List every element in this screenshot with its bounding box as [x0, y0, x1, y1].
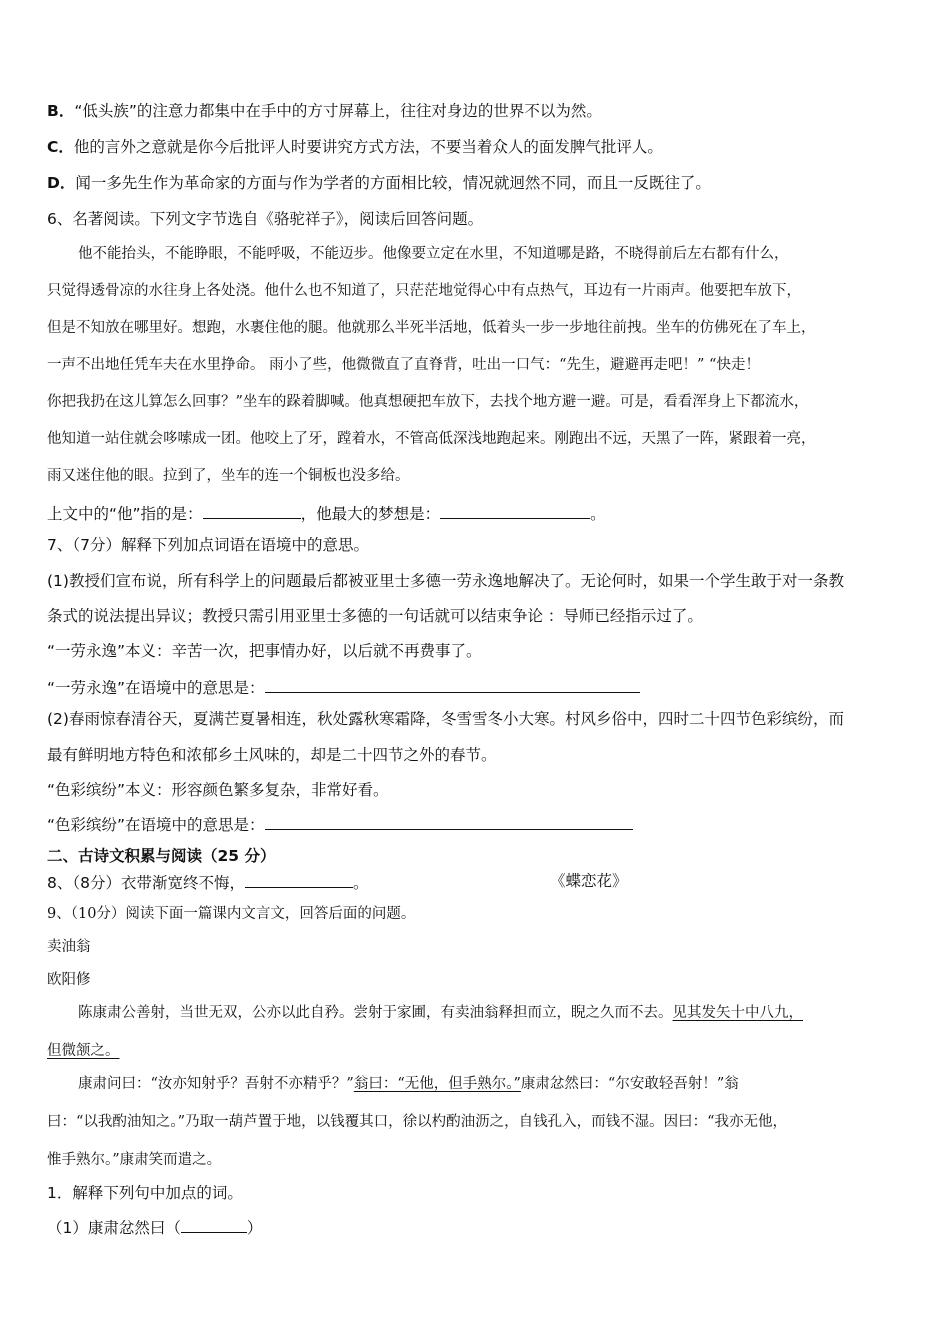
- q9-sub1-heading: 1．解释下列句中加点的词。: [47, 1184, 243, 1202]
- q7-p1-line: 条式的说法提出异议；教授只需引用亚里士多德的一句话就可以结束争论 ：导师已经指示过了。: [47, 607, 703, 625]
- option-text: 闻一多先生作为革命家的方面与作为学者的方面相比较，情况就迥然不同，而且一反既往了。: [75, 174, 711, 192]
- q6-passage-line: 你把我扔在这儿算怎么回事？”坐车的跺着脚喊。他真想硬把车放下，去找个地方避一避。可是，看看浑身上下都流水，: [47, 394, 809, 410]
- q6-question: [47, 502, 606, 524]
- option-text: 他的言外之意就是你今后批评人时要讲究方式方法，不要当着众人的面发脾气批评人。: [73, 138, 663, 156]
- q7-p2-context-label: “色彩缤纷”在语境中的意思是：: [47, 816, 265, 834]
- q6-passage-line: 只觉得透骨凉的水往身上各处浇。他什么也不知道了，只茫茫地觉得心中有点热气，耳边有一片雨声。他要把车放下，: [47, 283, 801, 299]
- q6-passage-line: 雨又迷住他的眼。拉到了，坐车的连一个铜板也没多给。: [47, 468, 410, 484]
- answer-blank[interactable]: [181, 1216, 247, 1233]
- q8-text: 8、（8分）衣带渐宽终不悔，: [47, 874, 245, 892]
- answer-blank[interactable]: [265, 676, 640, 693]
- q9-sub1-item-text: （1）康肃忿然曰（: [47, 1219, 181, 1237]
- option-label: B．: [47, 102, 75, 120]
- q5-option-b: [47, 101, 602, 121]
- q6-passage-line: 他不能抬头，不能睁眼，不能呼吸，不能迈步。他像要立定在水里，不知道哪是路，不晓得前后左右都有什么，: [78, 246, 789, 262]
- q7-heading: 7、（7分）解释下列加点词语在语境中的意思。: [47, 536, 369, 554]
- q9-para1-line: [47, 1041, 120, 1061]
- q6-passage-line: 一声不出地任凭车夫在水里挣命。 雨小了些，他微微直了直脊背，吐出一口气：“先生，避避再走吧！” “快走！: [47, 357, 760, 373]
- q7-p1-meaning: “一劳永逸”本义：辛苦一次，把事情办好，以后就不再费事了。: [47, 642, 482, 660]
- q6-question-text: 上文中的“他”指的是：: [47, 505, 203, 523]
- q7-p1-context: [47, 676, 640, 698]
- q7-p2-line: 最有鲜明地方特色和浓郁乡土风味的，却是二十四节之外的春节。: [47, 746, 497, 764]
- answer-blank[interactable]: [265, 813, 633, 830]
- q9-para1-text: 陈康肃公善射，当世无双，公亦以此自矜。尝射于家圃，有卖油翁释担而立，睨之久而不去。: [78, 1005, 673, 1021]
- q6-heading: 6、名著阅读。下列文字节选自《骆驼祥子》，阅读后回答问题。: [47, 210, 484, 228]
- q5-option-c: [47, 137, 663, 157]
- q5-option-d: [47, 173, 711, 193]
- answer-blank[interactable]: [245, 871, 353, 888]
- q9-para2-line: [78, 1074, 739, 1094]
- q7-p2-meaning: “色彩缤纷”本义：形容颜色繁多复杂，非常好看。: [47, 781, 389, 799]
- option-text: “低头族”的注意力都集中在手中的方寸屏幕上，往往对身边的世界不以为然。: [74, 102, 602, 120]
- q9-para2-line: 惟手熟尔。”康肃笑而遣之。: [47, 1152, 222, 1168]
- q9-heading: 9、（10分）阅读下面一篇课内文言文，回答后面的问题。: [47, 906, 416, 922]
- q8-source: 《蝶恋花》: [550, 872, 628, 890]
- q9-para2-underlined: 翁曰：“无他，但手熟尔。”: [353, 1076, 521, 1092]
- q9-para1-line: [78, 1003, 803, 1023]
- q7-p1-context-label: “一劳永逸”在语境中的意思是：: [47, 679, 265, 697]
- q9-para1-underlined: 见其发矢十中八九，: [672, 1005, 803, 1021]
- q9-para1-underlined: 但微颔之。: [47, 1043, 120, 1059]
- option-label: D．: [47, 174, 76, 192]
- q7-p1-line: (1)教授们宣布说，所有科学上的问题最后都被亚里士多德一劳永逸地解决了。无论何时，如果一个学生敢于对一条教: [47, 572, 844, 590]
- q7-p2-context: [47, 813, 633, 835]
- q9-author: 欧阳修: [47, 972, 91, 988]
- q6-question-text: ，他最大的梦想是：: [300, 505, 441, 523]
- q6-question-end: 。: [590, 505, 606, 523]
- q8: [47, 871, 369, 893]
- q9-para2-text: 康肃忿然曰：“尔安敢轻吾射！”翁: [520, 1076, 739, 1092]
- q6-passage-line: 但是不知放在哪里好。想跑，水裹住他的腿。他就那么半死半活地，低着头一步一步地往前拽。坐车的仿佛死在了车上，: [47, 320, 816, 336]
- q9-para2-text: 康肃问曰：“汝亦知射乎？吾射不亦精乎？”: [78, 1076, 354, 1092]
- answer-blank[interactable]: [440, 502, 590, 519]
- q8-end: 。: [352, 874, 369, 892]
- q9-sub1-item: [47, 1216, 262, 1238]
- section-heading: 二、古诗文积累与阅读（25 分）: [47, 847, 276, 865]
- q7-p2-line: (2)春雨惊春清谷天，夏满芒夏暑相连，秋处露秋寒霜降，冬雪雪冬小大寒。村风乡俗中，四时二十四节色彩缤纷，而: [47, 710, 844, 728]
- option-label: C．: [47, 138, 74, 156]
- q6-passage-line: 他知道一站住就会哆嗦成一团。他咬上了牙，蹚着水，不管高低深浅地跑起来。刚跑出不远，天黑了一阵，紧跟着一亮，: [47, 431, 816, 447]
- q9-para2-line: 曰：“以我酌油知之。”乃取一葫芦置于地，以钱覆其口，徐以杓酌油沥之，自钱孔入，而钱不湿。因曰：“我亦无他，: [47, 1114, 787, 1130]
- q9-sub1-item-close: ）: [246, 1219, 263, 1237]
- q9-title: 卖油翁: [47, 939, 91, 955]
- answer-blank[interactable]: [203, 502, 301, 519]
